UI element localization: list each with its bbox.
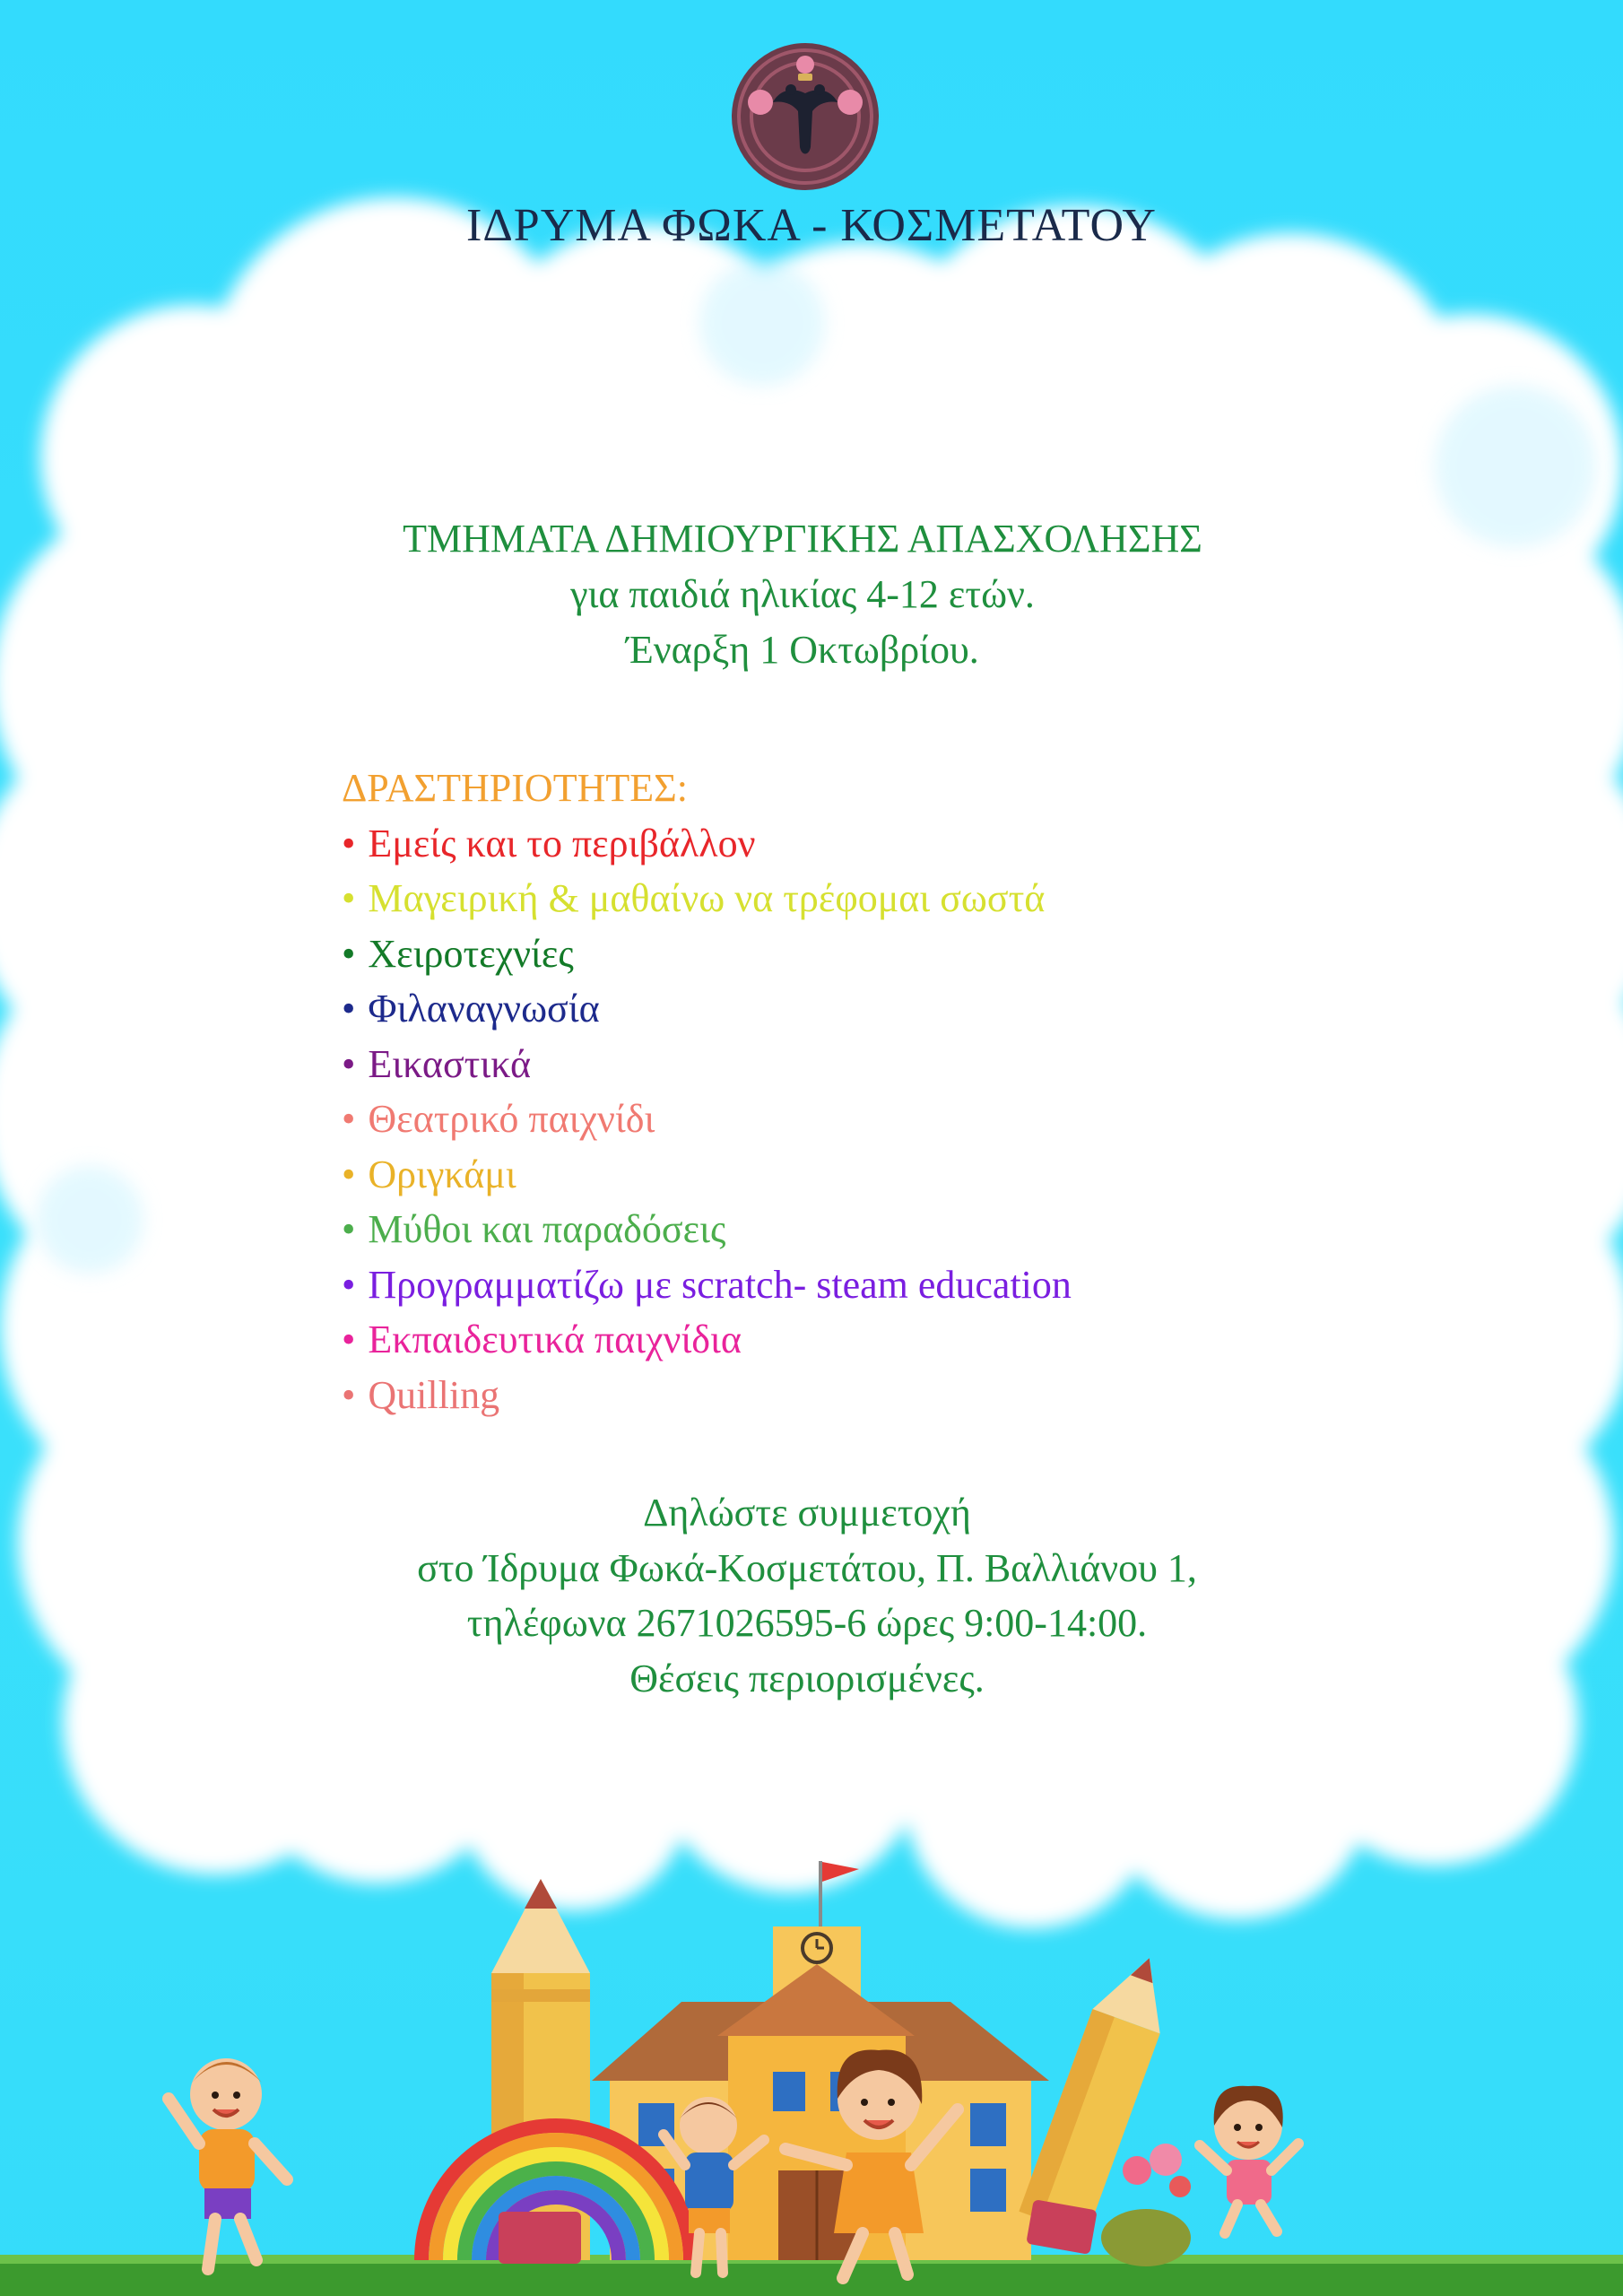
pink-box-illustration <box>499 2212 581 2264</box>
flowers-illustration <box>1101 2144 1191 2266</box>
bullet-icon: • <box>342 931 356 976</box>
activity-item <box>342 1091 1328 1147</box>
activity-item <box>342 926 1328 982</box>
bullet-icon: • <box>342 821 356 865</box>
activity-label: Φιλαναγνωσία <box>368 987 600 1031</box>
signup-info <box>0 1485 1614 1706</box>
girl-right-illustration <box>1200 2086 1298 2233</box>
boy-left-illustration <box>169 2058 287 2269</box>
activity-item <box>342 1368 1328 1423</box>
activity-label: Εικαστικά <box>368 1041 532 1086</box>
activities-heading: ΔΡΑΣΤΗΡΙΟΤΗΤΕΣ: <box>342 766 688 810</box>
activity-item <box>342 981 1328 1037</box>
activity-item <box>342 1312 1328 1368</box>
bullet-icon: • <box>342 1041 356 1086</box>
activity-item <box>342 1257 1328 1313</box>
bullet-icon: • <box>342 1318 356 1361</box>
school-scene-illustration <box>0 1830 1623 2296</box>
bullet-icon: • <box>342 987 356 1031</box>
program-title: ΤΜΗΜΑΤΑ ΔΗΜΙΟΥΡΓΙΚΗΣ ΑΠΑΣΧΟΛΗΣΗΣ <box>403 517 1202 561</box>
activity-item <box>342 816 1328 872</box>
activity-label: Χειροτεχνίες <box>368 931 574 976</box>
bullet-icon: • <box>342 1372 356 1417</box>
activity-label: Μαγειρική & μαθαίνω να τρέφομαι σωστά <box>368 876 1046 920</box>
bullet-icon: • <box>342 1097 356 1141</box>
grass-ground <box>0 2260 1623 2296</box>
activity-label: Quilling <box>368 1372 500 1417</box>
activity-label: Οριγκάμι <box>368 1152 516 1196</box>
bullet-icon: • <box>342 1262 356 1307</box>
activity-item <box>342 1147 1328 1203</box>
double-headed-eagle-crest-icon <box>728 39 882 194</box>
activity-label: Εμείς και το περιβάλλον <box>368 821 756 865</box>
bullet-icon: • <box>342 876 356 920</box>
signup-call-to-action: Δηλώστε συμμετοχή <box>643 1491 971 1535</box>
activity-item <box>342 1037 1328 1092</box>
bullet-icon: • <box>342 1207 356 1251</box>
signup-limited-spots: Θέσεις περιορισμένες. <box>629 1656 985 1700</box>
intro-block <box>0 511 1605 678</box>
activities-list <box>342 761 1328 1422</box>
program-ages: για παιδιά ηλικίας 4-12 ετών. <box>570 572 1035 616</box>
pencil-right-illustration <box>1019 1946 1183 2236</box>
activity-item <box>342 1202 1328 1257</box>
signup-address: στο Ίδρυμα Φωκά-Κοσμετάτου, Π. Βαλλιάνου 1, <box>417 1545 1197 1590</box>
activity-item <box>342 871 1328 926</box>
signup-phone-hours: τηλέφωνα 2671026595-6 ώρες 9:00-14:00. <box>466 1601 1148 1645</box>
activity-label: Μύθοι και παραδόσεις <box>368 1207 726 1251</box>
activity-items <box>342 816 1328 1423</box>
flag-illustration <box>820 1861 859 1928</box>
organization-name: ΙΔΡΥΜΑ ΦΩΚΑ - ΚΟΣΜΕΤΑΤΟΥ <box>466 200 1157 251</box>
activity-label: Εκπαιδευτικά παιχνίδια <box>368 1318 742 1361</box>
activity-label: Προγραμματίζω με scratch- steam education <box>368 1262 1072 1307</box>
program-start-date: Έναρξη 1 Οκτωβρίου. <box>626 628 979 672</box>
bullet-icon: • <box>342 1152 356 1196</box>
activity-label: Θεατρικό παιχνίδι <box>368 1097 655 1141</box>
